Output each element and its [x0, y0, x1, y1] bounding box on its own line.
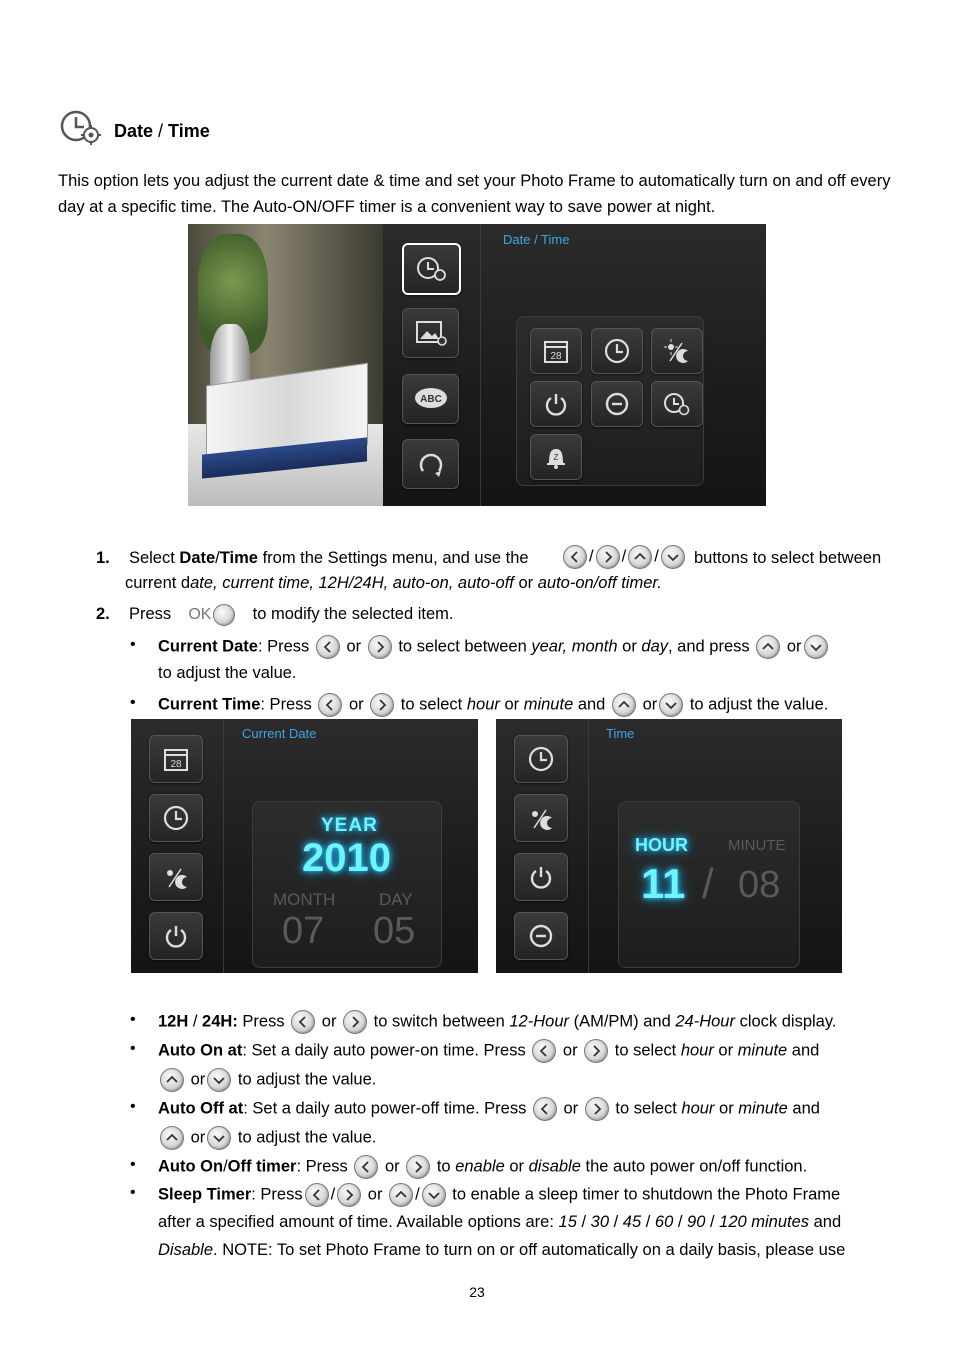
- step-number: 2.: [96, 605, 110, 623]
- bullet-text: minute: [738, 1099, 788, 1118]
- bullet-label: Auto On at: [158, 1041, 243, 1060]
- bullet-current-time-line: [158, 693, 828, 717]
- page-title: Date / Time: [114, 120, 210, 141]
- step-1-line-2: [125, 572, 662, 594]
- bullet-label: Current Date: [158, 637, 258, 656]
- step-1-line-1: [96, 547, 529, 569]
- side-tile-12h-24h[interactable]: [149, 853, 203, 901]
- right-arrow-icon: [406, 1155, 430, 1179]
- left-arrow-icon: [316, 635, 340, 659]
- svg-text:28: 28: [170, 759, 182, 770]
- year-value[interactable]: 2010: [302, 836, 391, 880]
- submenu-current-date[interactable]: [530, 328, 582, 374]
- bullet-label: Current Time: [158, 695, 261, 714]
- power-on-icon: [527, 863, 555, 891]
- minute-value[interactable]: 08: [738, 864, 781, 906]
- bullet-text: 90: [687, 1213, 706, 1231]
- bullet-text: or: [563, 1099, 579, 1118]
- bullet-text: and: [787, 1041, 820, 1060]
- submenu-current-time[interactable]: [591, 328, 643, 374]
- minute-label: MINUTE: [728, 837, 786, 854]
- bullet-label: 12H: [158, 1012, 189, 1031]
- bullet-text: enable: [455, 1157, 505, 1176]
- bullet-text: or: [617, 637, 642, 656]
- left-arrow-icon: [318, 693, 342, 717]
- bullet-text: and: [787, 1099, 820, 1118]
- settings-screen: [188, 224, 766, 506]
- bullet-text: hour: [466, 695, 500, 714]
- bullet-text: : Press: [257, 637, 310, 656]
- menu-tile-language[interactable]: [402, 374, 459, 424]
- bullet-text: to select: [615, 1099, 682, 1118]
- side-tile-power[interactable]: [149, 912, 203, 960]
- bullet-text: 15: [558, 1213, 577, 1231]
- bullet-text: Press: [237, 1012, 285, 1031]
- side-tile-12h-24h[interactable]: [514, 794, 568, 842]
- bullet-text: /: [223, 1157, 228, 1176]
- bullet-sleep-line-3: [158, 1239, 845, 1261]
- menu-divider: [223, 719, 224, 973]
- bullet-dot: •: [130, 694, 136, 711]
- bullet-text: or: [367, 1185, 383, 1204]
- bullet-text: to select between: [398, 637, 532, 656]
- sleep-bell-icon: [542, 443, 570, 471]
- page-number: 23: [469, 1284, 485, 1300]
- bullet-text: hour: [680, 1041, 714, 1060]
- clock-gear-icon: [662, 390, 692, 418]
- bullet-text: day: [641, 637, 669, 656]
- step-text: current d: [125, 574, 191, 592]
- bullet-text: or: [348, 695, 364, 714]
- sun-moon-icon: [662, 337, 692, 365]
- left-arrow-icon: [532, 1039, 556, 1063]
- bullet-text: or: [504, 1157, 529, 1176]
- submenu-12h-24h[interactable]: [651, 328, 703, 374]
- left-arrow-icon: [354, 1155, 378, 1179]
- step-text: ate, current time, 12H/24H, auto-on, auto-off: [190, 574, 514, 592]
- up-arrow-icon: [628, 545, 652, 569]
- ok-label: OK: [188, 606, 212, 623]
- menu-tile-date-time[interactable]: [402, 243, 461, 295]
- bullet-text: or: [713, 1041, 738, 1060]
- sun-moon-icon: [526, 804, 556, 832]
- down-arrow-icon: [659, 693, 683, 717]
- right-arrow-icon: [596, 545, 620, 569]
- reset-icon: [415, 449, 447, 479]
- bullet-text: minute: [523, 695, 574, 714]
- right-arrow-icon: [584, 1039, 608, 1063]
- down-arrow-icon: [422, 1183, 446, 1207]
- year-label: YEAR: [321, 815, 378, 836]
- bullet-dot: •: [130, 1184, 136, 1201]
- power-on-icon: [542, 390, 570, 418]
- month-label: MONTH: [273, 890, 336, 909]
- bullet-text: hour: [681, 1099, 715, 1118]
- bullet-text: to adjust the value.: [237, 1128, 377, 1147]
- bullet-text: and: [809, 1213, 842, 1231]
- bullet-text: or: [384, 1157, 400, 1176]
- side-tile-clock[interactable]: [149, 794, 203, 842]
- calendar-icon: [542, 338, 570, 364]
- bullet-current-date-line-2: to adjust the value.: [158, 664, 297, 682]
- bullet-text: or: [642, 695, 658, 714]
- submenu-auto-off[interactable]: [591, 381, 643, 427]
- bullet-text: or: [321, 1012, 337, 1031]
- step-text: Date: [179, 549, 216, 567]
- clock-icon: [162, 804, 190, 832]
- bullet-label: Auto Off at: [158, 1099, 244, 1118]
- bullet-text: or: [786, 637, 802, 656]
- bullet-label: 24H:: [202, 1012, 238, 1031]
- bullet-text: , and press: [668, 637, 750, 656]
- hour-value[interactable]: 11: [641, 860, 686, 907]
- submenu-auto-on[interactable]: [530, 381, 582, 427]
- bullet-text: 120 minutes: [719, 1213, 810, 1231]
- screen-title: Date / Time: [503, 232, 570, 247]
- bullet-text: year, month: [531, 637, 618, 656]
- up-arrow-icon: [389, 1183, 413, 1207]
- left-arrow-icon: [563, 545, 587, 569]
- bullet-text: to: [436, 1157, 456, 1176]
- bullet-text: to select: [614, 1041, 681, 1060]
- bullet-current-date-line-1: [158, 635, 830, 659]
- bullet-dot: •: [130, 636, 136, 653]
- bullet-auto-on-line-1: [158, 1039, 819, 1063]
- bullet-text: : Set a daily auto power-on time. Press: [242, 1041, 526, 1060]
- left-arrow-icon: [305, 1183, 329, 1207]
- bullet-text: . NOTE: To set Photo Frame to turn on or off automatically on a daily basis, please use: [213, 1241, 846, 1259]
- bullet-text: Disable: [158, 1241, 214, 1259]
- day-value[interactable]: 05: [373, 910, 416, 952]
- section-heading: [58, 108, 210, 148]
- nav-buttons-group: / / /: [561, 545, 687, 569]
- bullet-text: : Press: [260, 695, 312, 714]
- bullet-label: Sleep Timer: [158, 1185, 252, 1204]
- step-text: to modify the selected item.: [252, 605, 454, 623]
- bullet-text: or: [499, 695, 524, 714]
- screen-title: Current Date: [242, 726, 317, 741]
- svg-text:28: 28: [550, 351, 562, 362]
- step-number: 1.: [96, 549, 110, 567]
- sun-moon-icon: [161, 863, 191, 891]
- intro-paragraph: This option lets you adjust the current date & time and set your Photo Frame to automatically turn on and off every day at a specific time. The Auto-ON/OFF timer is a convenient way to save power at night.: [58, 172, 891, 216]
- menu-divider: [588, 719, 589, 973]
- bullet-text: to adjust the value.: [237, 1070, 377, 1089]
- step-text: Press: [128, 605, 172, 623]
- down-arrow-icon: [207, 1068, 231, 1092]
- side-tile-clock[interactable]: [514, 735, 568, 783]
- right-arrow-icon: [343, 1010, 367, 1034]
- bullet-text: 24-Hour: [675, 1012, 735, 1031]
- bullet-text: or: [190, 1128, 206, 1147]
- right-arrow-icon: [337, 1183, 361, 1207]
- calendar-icon: [162, 746, 190, 772]
- time-separator: /: [702, 860, 714, 907]
- clock-gear-icon: [58, 108, 104, 148]
- bullet-dot: •: [130, 1156, 136, 1173]
- power-off-icon: [527, 922, 555, 950]
- bullet-text: clock display.: [734, 1012, 837, 1031]
- bullet-auto-on-line-2: [158, 1068, 376, 1092]
- left-arrow-icon: [291, 1010, 315, 1034]
- current-date-screen: [131, 719, 478, 973]
- hour-label: HOUR: [635, 835, 688, 855]
- bullet-dot: •: [130, 1098, 136, 1115]
- bullet-text: disable: [528, 1157, 581, 1176]
- step-text: Select: [128, 549, 180, 567]
- bullet-text: 12-Hour: [509, 1012, 569, 1031]
- svg-text:Z: Z: [553, 453, 559, 462]
- bullet-text: : Press: [251, 1185, 303, 1204]
- up-arrow-icon: [160, 1126, 184, 1150]
- step-text: /: [215, 549, 220, 567]
- left-arrow-icon: [533, 1097, 557, 1121]
- bullet-text: : Set a daily auto power-off time. Press: [243, 1099, 527, 1118]
- bullet-text: /: [188, 1012, 203, 1031]
- right-arrow-icon: [585, 1097, 609, 1121]
- bullet-text: after a specified amount of time. Available options are:: [158, 1213, 559, 1231]
- bullet-text: (AM/PM) and: [569, 1012, 676, 1031]
- up-arrow-icon: [160, 1068, 184, 1092]
- bullet-auto-off-line-1: [158, 1097, 820, 1121]
- month-value[interactable]: 07: [282, 910, 325, 952]
- power-off-icon: [603, 390, 631, 418]
- bullet-text: : Press: [296, 1157, 348, 1176]
- step-2-line: [96, 603, 454, 626]
- menu-tile-photo-settings[interactable]: [402, 308, 459, 358]
- bullet-text: or: [562, 1041, 578, 1060]
- bullet-auto-onoff-line: [158, 1155, 807, 1179]
- step-text: from the Settings menu, and use the: [257, 549, 529, 567]
- up-arrow-icon: [756, 635, 780, 659]
- bullet-text: to switch between: [373, 1012, 510, 1031]
- step-text: or: [513, 574, 538, 592]
- photo-settings-icon: [414, 318, 448, 348]
- bullet-text: 60: [654, 1213, 674, 1231]
- submenu-sleep-timer[interactable]: [530, 434, 582, 480]
- step-1-line-1b: buttons to select between: [694, 549, 882, 567]
- clock-icon: [603, 337, 631, 365]
- bullet-text: the auto power on/off function.: [580, 1157, 808, 1176]
- bullet-text: 30: [590, 1213, 609, 1231]
- ok-button-icon: [213, 604, 235, 626]
- bullet-text: or: [714, 1099, 739, 1118]
- clock-gear-icon: [415, 254, 449, 284]
- side-tile-power-on[interactable]: [514, 853, 568, 901]
- menu-tile-reset[interactable]: [402, 439, 459, 489]
- svg-text:ABC: ABC: [419, 394, 442, 405]
- bullet-text: 45: [622, 1213, 642, 1231]
- bullet-label: Off timer: [227, 1157, 297, 1176]
- bullet-text: to enable a sleep timer to shutdown the Photo Frame: [452, 1185, 841, 1204]
- submenu-auto-onoff-timer[interactable]: [651, 381, 703, 427]
- bullet-label: Auto On: [158, 1157, 224, 1176]
- clock-icon: [527, 745, 555, 773]
- bullet-sleep-line-1: Sleep Timer: Press / or / to enable a sleep timer to shutdown the Photo Frame: [158, 1183, 840, 1207]
- bullet-text: or: [190, 1070, 206, 1089]
- down-arrow-icon: [661, 545, 685, 569]
- down-arrow-icon: [207, 1126, 231, 1150]
- power-icon: [162, 922, 190, 950]
- bullet-text: and: [573, 695, 606, 714]
- bullet-text: minute: [737, 1041, 788, 1060]
- time-screen: [496, 719, 842, 973]
- side-tile-calendar[interactable]: [149, 735, 203, 783]
- screen-title: Time: [606, 726, 635, 741]
- menu-divider: [480, 224, 481, 506]
- down-arrow-icon: [804, 635, 828, 659]
- bullet-text: or: [346, 637, 362, 656]
- bullet-12h-24h-line: [158, 1010, 836, 1034]
- bullet-sleep-line-2: after a specified amount of time. Available options are: 15 / 30 / 45 / 60 / 90 / 120 minutes and: [158, 1213, 842, 1231]
- right-arrow-icon: [370, 693, 394, 717]
- step-text: Time: [219, 549, 258, 567]
- bullet-auto-off-line-2: [158, 1126, 376, 1150]
- bullet-text: to select: [400, 695, 467, 714]
- bullet-dot: •: [130, 1011, 136, 1028]
- bullet-text: to adjust the value.: [689, 695, 829, 714]
- abc-language-icon: [413, 386, 449, 412]
- up-arrow-icon: [612, 693, 636, 717]
- step-text: auto-on/off timer.: [537, 574, 662, 592]
- right-arrow-icon: [368, 635, 392, 659]
- side-tile-power-off[interactable]: [514, 912, 568, 960]
- day-label: DAY: [379, 890, 413, 909]
- bullet-dot: •: [130, 1040, 136, 1057]
